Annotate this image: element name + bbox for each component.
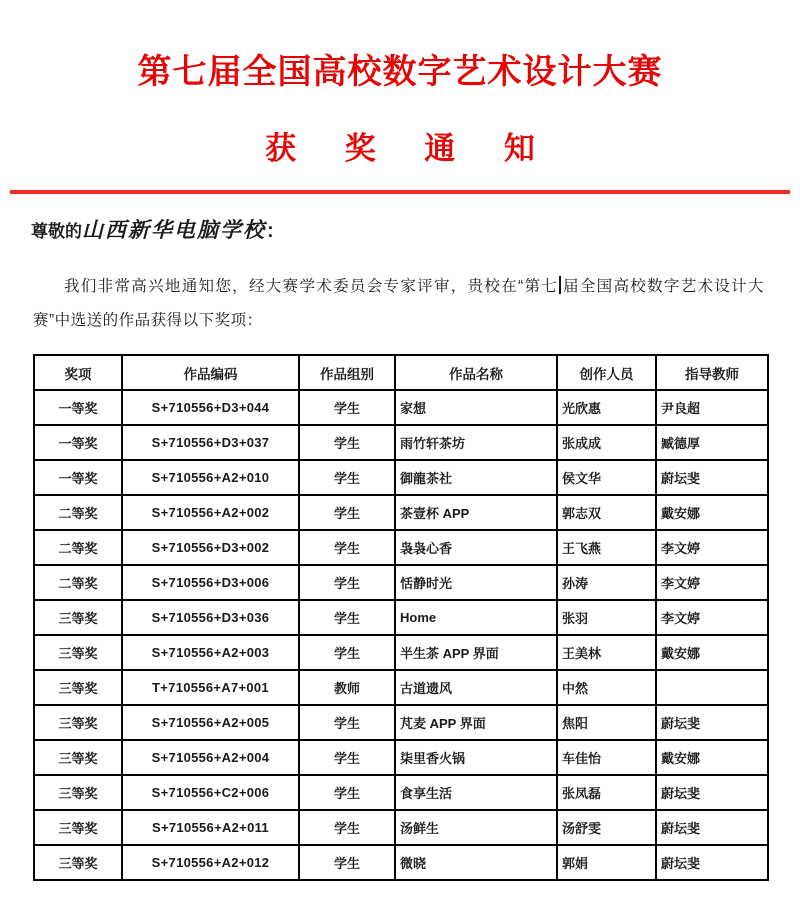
cell-award: 三等奖 — [34, 810, 122, 845]
cell-code: S+710556+A2+012 — [122, 845, 299, 880]
cell-code: S+710556+D3+037 — [122, 425, 299, 460]
table-row — [34, 565, 768, 600]
cell-creator: 郭娟 — [557, 845, 656, 880]
cell-award: 三等奖 — [34, 705, 122, 740]
cell-code: S+710556+A2+004 — [122, 740, 299, 775]
cell-teacher — [656, 670, 768, 705]
cell-group: 学生 — [299, 600, 395, 635]
cell-creator: 车佳怡 — [557, 740, 656, 775]
cell-code: S+710556+A2+005 — [122, 705, 299, 740]
cell-group: 学生 — [299, 740, 395, 775]
cell-teacher: 戴安娜 — [656, 740, 768, 775]
cell-creator: 王飞燕 — [557, 530, 656, 565]
cell-creator: 汤舒雯 — [557, 810, 656, 845]
column-header-0: 奖项 — [34, 355, 122, 390]
cell-code: S+710556+A2+003 — [122, 635, 299, 670]
notice-paragraph — [33, 270, 764, 338]
greeting-line — [31, 218, 800, 244]
cell-creator: 王美林 — [557, 635, 656, 670]
cell-work: Home — [395, 600, 557, 635]
cell-work: 芃麦 APP 界面 — [395, 705, 557, 740]
cell-teacher: 蔚坛斐 — [656, 775, 768, 810]
cell-teacher: 蔚坛斐 — [656, 705, 768, 740]
cell-award: 三等奖 — [34, 775, 122, 810]
cell-group: 学生 — [299, 845, 395, 880]
table-row — [34, 845, 768, 880]
cell-code: S+710556+A2+011 — [122, 810, 299, 845]
cell-teacher: 尹良超 — [656, 390, 768, 425]
cell-code: S+710556+C2+006 — [122, 775, 299, 810]
cell-creator: 孙涛 — [557, 565, 656, 600]
cell-award: 一等奖 — [34, 425, 122, 460]
cell-teacher: 李文婷 — [656, 565, 768, 600]
cell-award: 三等奖 — [34, 670, 122, 705]
awards-table — [33, 354, 769, 881]
cell-group: 学生 — [299, 425, 395, 460]
cell-group: 学生 — [299, 635, 395, 670]
cell-group: 学生 — [299, 810, 395, 845]
cell-group: 学生 — [299, 460, 395, 495]
cell-award: 三等奖 — [34, 740, 122, 775]
table-row — [34, 390, 768, 425]
table-row — [34, 425, 768, 460]
cell-code: S+710556+D3+002 — [122, 530, 299, 565]
table-row — [34, 705, 768, 740]
column-header-5: 指导教师 — [656, 355, 768, 390]
cell-award: 三等奖 — [34, 600, 122, 635]
cell-code: S+710556+A2+002 — [122, 495, 299, 530]
cell-work: 雨竹轩茶坊 — [395, 425, 557, 460]
cell-award: 三等奖 — [34, 635, 122, 670]
cell-teacher: 臧德厚 — [656, 425, 768, 460]
cell-teacher: 李文婷 — [656, 530, 768, 565]
cell-group: 学生 — [299, 495, 395, 530]
text-cursor — [559, 276, 561, 294]
cell-group: 学生 — [299, 565, 395, 600]
greeting-prefix: 尊敬的 — [31, 222, 82, 241]
column-header-1: 作品编码 — [122, 355, 299, 390]
cell-teacher: 蔚坛斐 — [656, 810, 768, 845]
cell-creator: 张成成 — [557, 425, 656, 460]
cell-code: S+710556+D3+044 — [122, 390, 299, 425]
cell-work: 微晓 — [395, 845, 557, 880]
column-header-3: 作品名称 — [395, 355, 557, 390]
cell-teacher: 蔚坛斐 — [656, 845, 768, 880]
column-header-2: 作品组别 — [299, 355, 395, 390]
cell-award: 二等奖 — [34, 495, 122, 530]
table-row — [34, 810, 768, 845]
notice-text-part2: 届全国高校数字艺术设计大赛”中选送的作品获得以下奖项： — [33, 278, 764, 329]
table-row — [34, 740, 768, 775]
cell-code: S+710556+D3+036 — [122, 600, 299, 635]
cell-work: 古道遗风 — [395, 670, 557, 705]
cell-work: 食享生活 — [395, 775, 557, 810]
cell-work: 柒里香火锅 — [395, 740, 557, 775]
cell-work: 御龍茶社 — [395, 460, 557, 495]
column-header-4: 创作人员 — [557, 355, 656, 390]
cell-work: 恬静时光 — [395, 565, 557, 600]
cell-work: 茶壹杯 APP — [395, 495, 557, 530]
cell-teacher: 戴安娜 — [656, 635, 768, 670]
cell-award: 二等奖 — [34, 530, 122, 565]
table-row — [34, 600, 768, 635]
cell-group: 学生 — [299, 530, 395, 565]
table-row — [34, 460, 768, 495]
cell-teacher: 李文婷 — [656, 600, 768, 635]
table-header — [34, 355, 768, 390]
notice-text-part1: 我们非常高兴地通知您，经大赛学术委员会专家评审，贵校在“第七 — [64, 278, 559, 295]
cell-award: 二等奖 — [34, 565, 122, 600]
table-row — [34, 635, 768, 670]
cell-work: 汤鲜生 — [395, 810, 557, 845]
greeting-colon: ： — [266, 221, 286, 242]
cell-group: 学生 — [299, 705, 395, 740]
cell-code: S+710556+A2+010 — [122, 460, 299, 495]
page-subtitle: 获 奖 通 知 — [265, 131, 555, 166]
cell-code: S+710556+D3+006 — [122, 565, 299, 600]
cell-creator: 焦阳 — [557, 705, 656, 740]
table-row — [34, 495, 768, 530]
table-row — [34, 775, 768, 810]
page-title: 第七届全国高校数字艺术设计大赛 — [137, 53, 663, 91]
cell-creator: 光欣惠 — [557, 390, 656, 425]
cell-work: 半生茶 APP 界面 — [395, 635, 557, 670]
cell-work: 袅袅心香 — [395, 530, 557, 565]
school-name: 山西新华电脑学校 — [82, 217, 266, 242]
cell-group: 学生 — [299, 390, 395, 425]
cell-teacher: 戴安娜 — [656, 495, 768, 530]
table-header-row — [34, 355, 768, 390]
cell-work: 家想 — [395, 390, 557, 425]
cell-group: 学生 — [299, 775, 395, 810]
cell-group: 教师 — [299, 670, 395, 705]
cell-award: 一等奖 — [34, 390, 122, 425]
cell-award: 三等奖 — [34, 845, 122, 880]
table-row — [34, 530, 768, 565]
cell-award: 一等奖 — [34, 460, 122, 495]
cell-creator: 张凤磊 — [557, 775, 656, 810]
cell-teacher: 蔚坛斐 — [656, 460, 768, 495]
table-body — [34, 390, 768, 880]
cell-creator: 张羽 — [557, 600, 656, 635]
cell-code: T+710556+A7+001 — [122, 670, 299, 705]
red-divider — [10, 190, 790, 194]
cell-creator: 郭志双 — [557, 495, 656, 530]
cell-creator: 侯文华 — [557, 460, 656, 495]
cell-creator: 中然 — [557, 670, 656, 705]
table-row — [34, 670, 768, 705]
